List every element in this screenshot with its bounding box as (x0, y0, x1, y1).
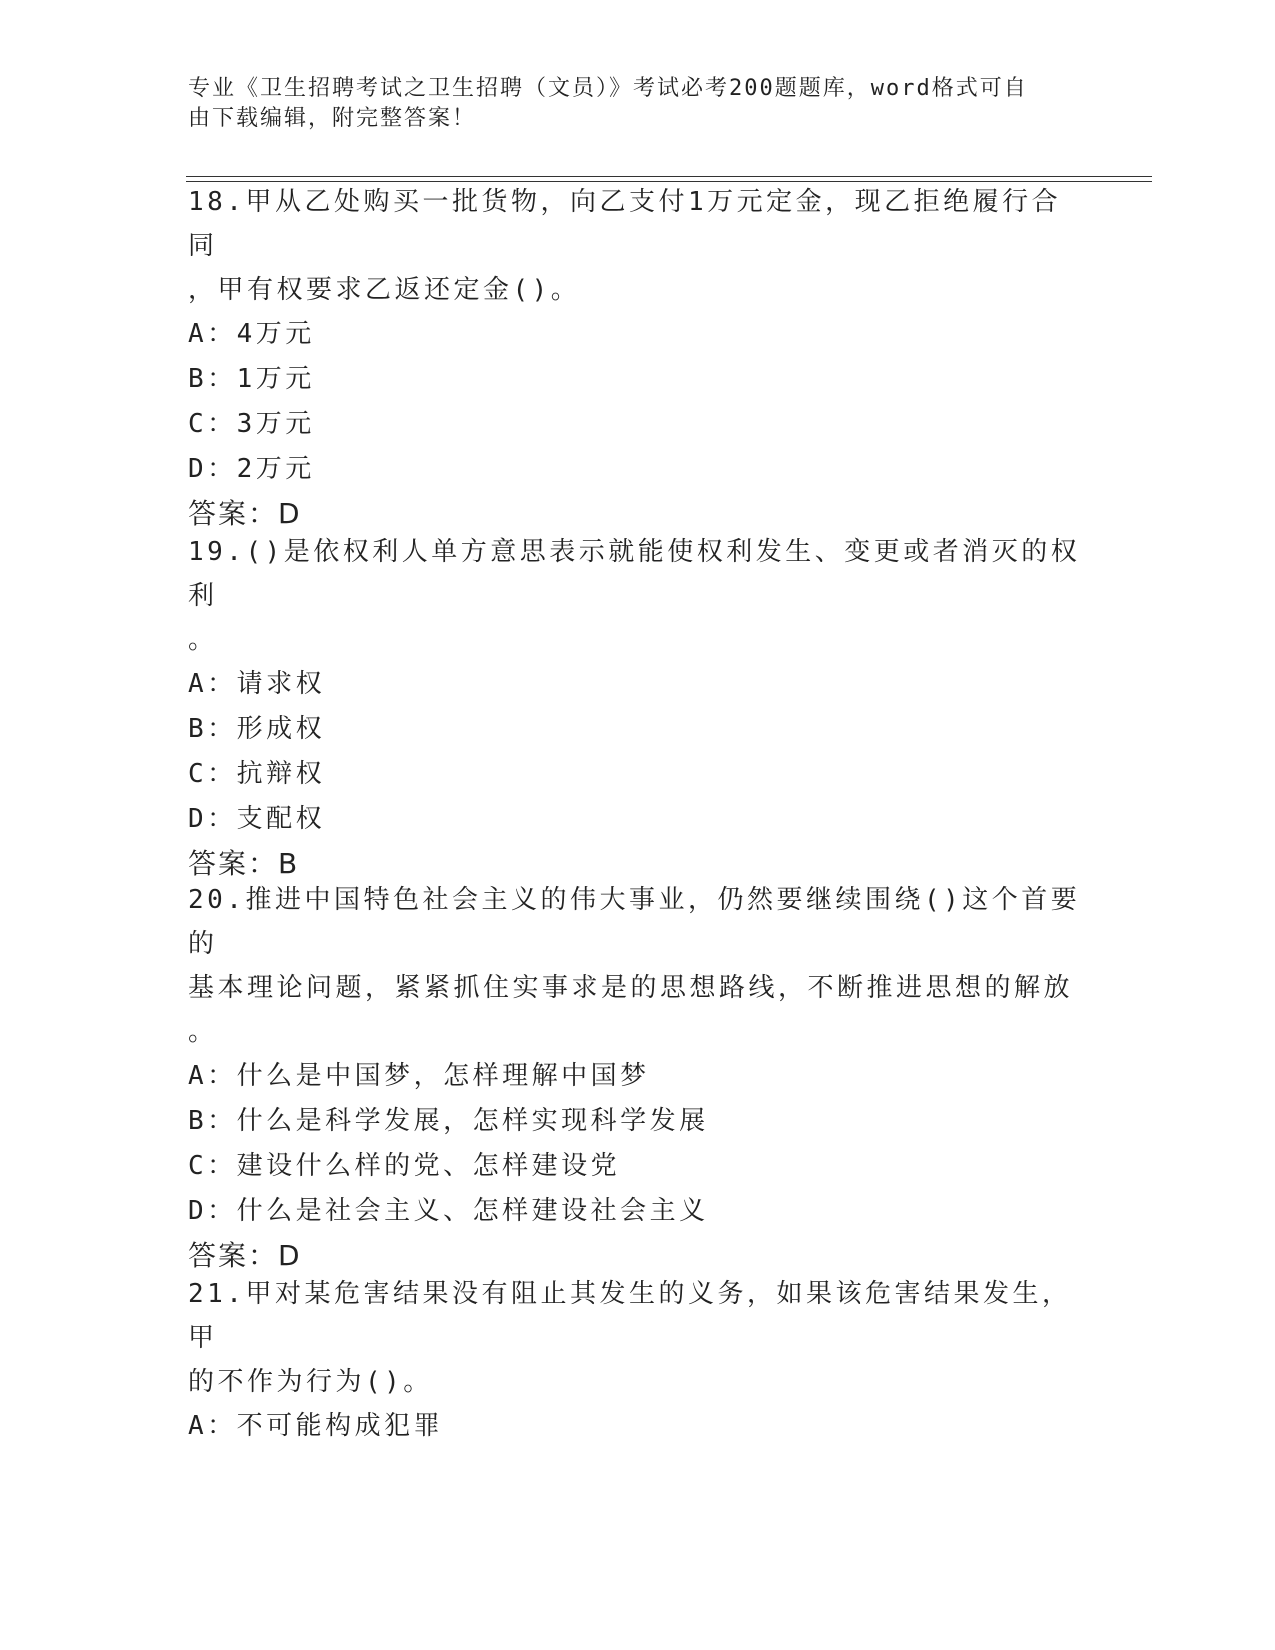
option-d: D：2万元 (188, 454, 315, 484)
option-a: A：4万元 (188, 319, 315, 349)
option-b: B：1万元 (188, 364, 315, 394)
answer: 答案：B (188, 847, 300, 880)
question-18 (188, 180, 1088, 536)
header-line-1: 专业《卫生招聘考试之卫生招聘（文员）》考试必考200题题库，word格式可自 (188, 76, 1028, 101)
stem-line: 18.甲从乙处购买一批货物，向乙支付1万元定金，现乙拒绝履行合同 (188, 187, 1062, 261)
option-d: D：支配权 (188, 804, 326, 834)
answer: 答案：D (188, 497, 302, 530)
option-c: C：抗辩权 (188, 759, 326, 789)
question-20 (188, 878, 1088, 1278)
stem-line: 基本理论问题，紧紧抓住实事求是的思想路线，不断推进思想的解放 (188, 973, 1074, 1003)
question-21 (188, 1272, 1088, 1449)
question-stem (188, 1272, 1088, 1404)
option-c: C：3万元 (188, 409, 315, 439)
stem-line: 19.()是依权利人单方意思表示就能使权利发生、变更或者消灭的权利 (188, 537, 1081, 611)
option-b: B：形成权 (188, 714, 326, 744)
stem-line: 21.甲对某危害结果没有阻止其发生的义务，如果该危害结果发生，甲 (188, 1279, 1072, 1353)
question-stem (188, 180, 1088, 312)
question-stem (188, 530, 1088, 662)
question-19 (188, 530, 1088, 886)
stem-line: 。 (188, 1017, 218, 1047)
header-line-2: 由下载编辑，附完整答案！ (188, 106, 477, 131)
stem-line: 的不作为行为()。 (188, 1367, 433, 1397)
stem-line: 。 (188, 625, 218, 655)
option-a: A：什么是中国梦，怎样理解中国梦 (188, 1061, 650, 1091)
document-header (188, 74, 1068, 134)
answer: 答案：D (188, 1239, 302, 1272)
option-c: C：建设什么样的党、怎样建设党 (188, 1151, 621, 1181)
option-d: D：什么是社会主义、怎样建设社会主义 (188, 1196, 709, 1226)
option-b: B：什么是科学发展，怎样实现科学发展 (188, 1106, 709, 1136)
stem-line: ，甲有权要求乙返还定金()。 (188, 275, 581, 305)
option-a: A：不可能构成犯罪 (188, 1411, 444, 1441)
option-a: A：请求权 (188, 669, 326, 699)
stem-line: 20.推进中国特色社会主义的伟大事业，仍然要继续围绕()这个首要的 (188, 885, 1081, 959)
question-stem (188, 878, 1088, 1054)
